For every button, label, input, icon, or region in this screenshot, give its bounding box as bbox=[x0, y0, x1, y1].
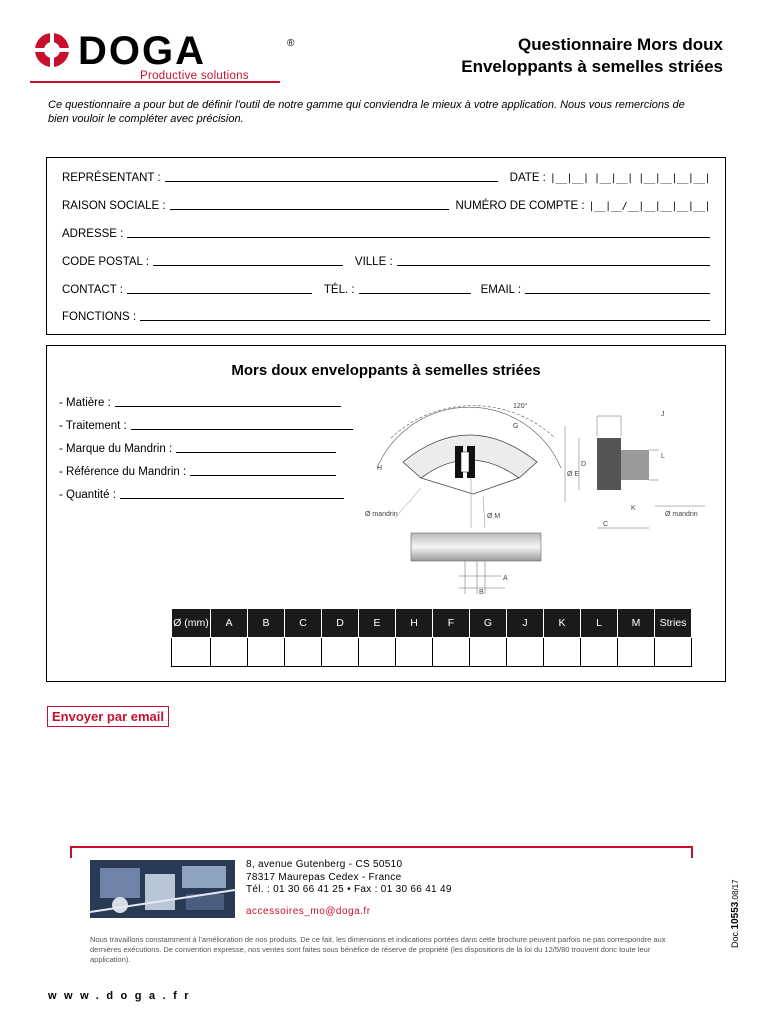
col-b: B bbox=[248, 609, 285, 638]
col-j: J bbox=[507, 609, 544, 638]
dim-b-label: B bbox=[479, 589, 484, 596]
mandrin-right-label: Ø mandrin bbox=[665, 511, 698, 518]
col-e: E bbox=[359, 609, 396, 638]
cell-j[interactable] bbox=[507, 638, 544, 667]
quantite-row bbox=[59, 489, 344, 501]
page-title-line2: Enveloppants à semelles striées bbox=[461, 57, 723, 76]
send-email-button[interactable]: Envoyer par email bbox=[47, 706, 169, 727]
mandrin-left-label: Ø mandrin bbox=[365, 511, 398, 518]
adresse-label: ADRESSE : bbox=[62, 228, 124, 240]
machine-photo bbox=[90, 860, 235, 918]
raison-sociale-label: RAISON SOCIALE : bbox=[62, 200, 166, 212]
code-postal-field[interactable] bbox=[153, 264, 343, 266]
fonctions-field[interactable] bbox=[140, 319, 710, 321]
matiere-field[interactable] bbox=[115, 405, 341, 407]
reference-label: - Référence du Mandrin : bbox=[59, 466, 187, 478]
footer-address-line2: 78317 Maurepas Cedex - France bbox=[246, 872, 402, 883]
footer-tick-left bbox=[70, 846, 72, 858]
date-field[interactable]: |__|__| |__|__| |__|__|__|__| bbox=[549, 173, 710, 184]
intro-text: Ce questionnaire a pour but de définir l'outil de notre gamme qui conviendra le mieux à votre application. Nous vous remercions de bien vouloir le compléter avec précision. bbox=[48, 99, 685, 125]
matiere-row bbox=[59, 397, 341, 409]
tel-field[interactable] bbox=[359, 292, 471, 294]
dim-d-label: D bbox=[581, 461, 587, 468]
col-h: H bbox=[396, 609, 433, 638]
footer-disclaimer: Nous travaillons constamment à l'amélioration de nos produits. De ce fait, les dimensions et indications portées dans cette brochure peuvent parfois ne pas correspondre aux dernières exécutions. De convention expresse, nos ventes sont faites sous bénéfice de réserve de propriété (les dispositions de la loi du 12/5/80 trouvent donc toute leur application). bbox=[90, 935, 666, 964]
raison-sociale-field[interactable] bbox=[170, 208, 450, 210]
table-row bbox=[172, 638, 692, 667]
tel-label: TÉL. : bbox=[323, 284, 355, 296]
svg-text:Doc.10553.08/17 bbox=[730, 879, 741, 948]
dim-de-label: Ø E bbox=[567, 471, 580, 478]
marque-field[interactable] bbox=[176, 451, 336, 453]
col-c: C bbox=[285, 609, 322, 638]
dim-h-label: H bbox=[377, 465, 383, 472]
numero-compte-field[interactable]: |__|__/__|__|__|__|__| bbox=[588, 201, 710, 212]
reference-row bbox=[59, 466, 336, 478]
dim-a-label: A bbox=[503, 575, 508, 582]
contact-field[interactable] bbox=[127, 292, 312, 294]
traitement-label: - Traitement : bbox=[59, 420, 127, 432]
cell-b[interactable] bbox=[248, 638, 285, 667]
representant-label: REPRÉSENTANT : bbox=[62, 172, 161, 184]
representant-field[interactable] bbox=[165, 180, 498, 182]
matiere-label: - Matière : bbox=[59, 397, 111, 409]
cell-k[interactable] bbox=[544, 638, 581, 667]
cell-l[interactable] bbox=[581, 638, 618, 667]
cell-diameter[interactable] bbox=[172, 638, 211, 667]
ville-label: VILLE : bbox=[354, 256, 393, 268]
col-l: L bbox=[581, 609, 618, 638]
cell-f[interactable] bbox=[433, 638, 470, 667]
marque-label: - Marque du Mandrin : bbox=[59, 443, 173, 455]
code-postal-label: CODE POSTAL : bbox=[62, 256, 149, 268]
doc-prefix: Doc. bbox=[730, 929, 740, 948]
col-g: G bbox=[470, 609, 507, 638]
dim-g-label: G bbox=[513, 423, 519, 430]
traitement-field[interactable] bbox=[131, 428, 353, 430]
footer-email-link[interactable]: accessoires_mo@doga.fr bbox=[246, 906, 371, 917]
product-title: Mors doux enveloppants à semelles striées bbox=[231, 362, 541, 379]
col-m: M bbox=[618, 609, 655, 638]
quantite-field[interactable] bbox=[120, 497, 344, 499]
col-a: A bbox=[211, 609, 248, 638]
reference-field[interactable] bbox=[190, 474, 336, 476]
dimensions-table bbox=[171, 608, 692, 667]
fonctions-label: FONCTIONS : bbox=[62, 311, 137, 323]
email-label: EMAIL : bbox=[480, 284, 522, 296]
cell-a[interactable] bbox=[211, 638, 248, 667]
email-field[interactable] bbox=[525, 292, 710, 294]
table-header-row bbox=[172, 609, 692, 638]
cell-c[interactable] bbox=[285, 638, 322, 667]
col-k: K bbox=[544, 609, 581, 638]
col-f: F bbox=[433, 609, 470, 638]
website-url[interactable]: www.doga.fr bbox=[48, 990, 197, 1002]
cell-m[interactable] bbox=[618, 638, 655, 667]
doc-number: 10553 bbox=[730, 901, 741, 930]
dim-j-label: J bbox=[661, 411, 665, 418]
dim-c-label: C bbox=[603, 521, 609, 528]
col-diameter: Ø (mm) bbox=[172, 609, 211, 638]
cell-e[interactable] bbox=[359, 638, 396, 667]
col-d: D bbox=[322, 609, 359, 638]
dim-k-label: K bbox=[631, 505, 636, 512]
dim-dm-label: Ø M bbox=[487, 513, 501, 520]
cell-h[interactable] bbox=[396, 638, 433, 667]
footer-tick-right bbox=[691, 846, 693, 858]
cell-g[interactable] bbox=[470, 638, 507, 667]
dim-l-label: L bbox=[661, 453, 665, 460]
footer-address-line1: 8, avenue Gutenberg - CS 50510 bbox=[246, 859, 403, 870]
registered-mark: ® bbox=[287, 38, 295, 49]
angle-label: 120° bbox=[513, 403, 528, 410]
cell-stries[interactable] bbox=[655, 638, 692, 667]
logo-tagline: Productive solutions bbox=[140, 70, 249, 82]
footer-phone-fax: Tél. : 01 30 66 41 25 • Fax : 01 30 66 41 49 bbox=[246, 884, 452, 895]
quantite-label: - Quantité : bbox=[59, 489, 116, 501]
page-title-line1: Questionnaire Mors doux bbox=[518, 35, 723, 54]
date-label: DATE : bbox=[509, 172, 546, 184]
doc-date: .08/17 bbox=[731, 879, 740, 902]
doc-reference bbox=[700, 870, 760, 950]
cell-d[interactable] bbox=[322, 638, 359, 667]
technical-drawing bbox=[365, 398, 721, 598]
logo-wordmark: DOGA bbox=[78, 29, 206, 73]
adresse-field[interactable] bbox=[127, 236, 710, 238]
marque-row bbox=[59, 443, 336, 455]
client-info-box bbox=[46, 157, 726, 335]
numero-compte-label: NUMÉRO DE COMPTE : bbox=[455, 200, 585, 212]
ville-field[interactable] bbox=[397, 264, 710, 266]
col-stries: Stries bbox=[655, 609, 692, 638]
contact-label: CONTACT : bbox=[62, 284, 123, 296]
traitement-row bbox=[59, 420, 353, 432]
product-box bbox=[46, 345, 726, 682]
